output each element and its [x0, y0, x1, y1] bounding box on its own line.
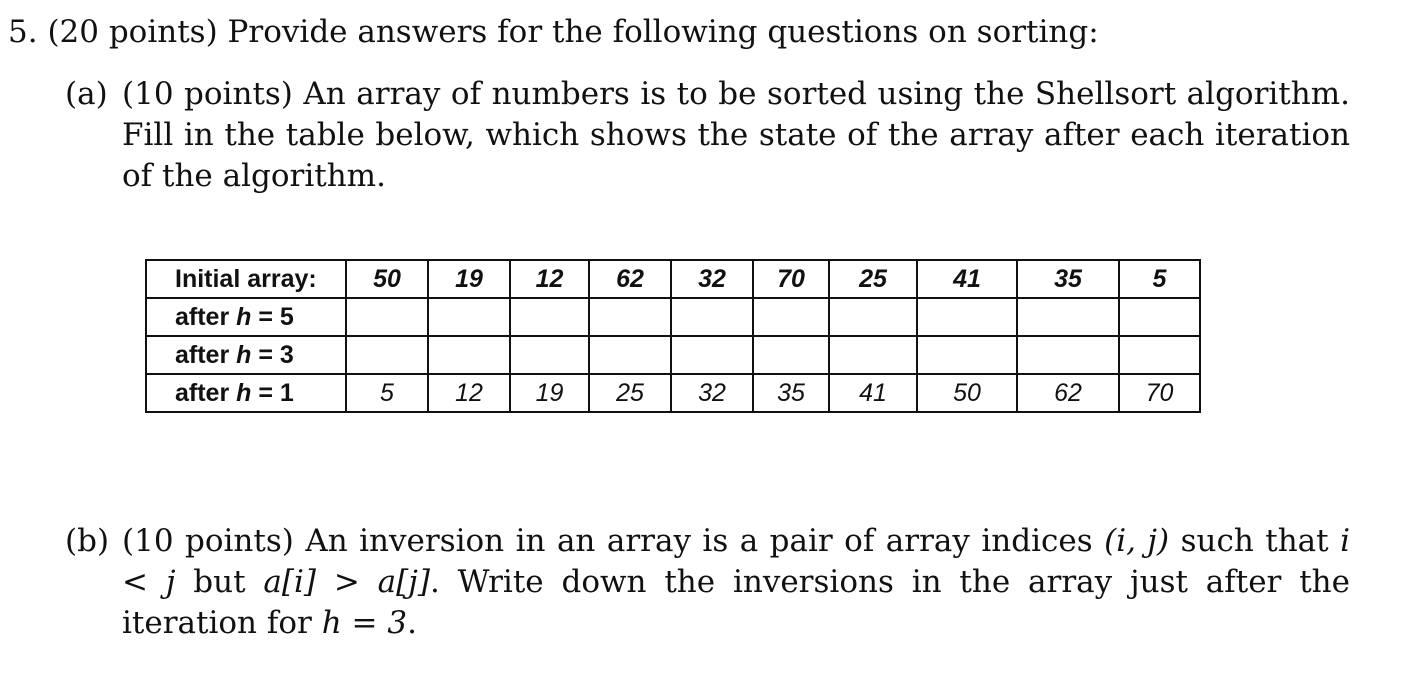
row-label-variable: h	[236, 302, 252, 331]
row-label-suffix: = 1	[251, 378, 294, 407]
array-cell: 12	[428, 374, 510, 412]
array-cell	[671, 298, 753, 336]
question-heading	[8, 14, 1099, 50]
row-label-prefix: after	[175, 302, 237, 331]
array-cell: 12	[510, 260, 589, 298]
array-cell	[1119, 298, 1200, 336]
part-b-text-5: .	[407, 605, 417, 641]
part-b-text-1: An inversion in an array is a pair of array indices	[305, 523, 1093, 559]
array-cell: 50	[917, 374, 1017, 412]
part-b-condition-2: a[i] > a[j]	[263, 564, 430, 600]
question-points: (20 points)	[47, 14, 218, 50]
array-cell: 35	[753, 374, 829, 412]
array-cell: 70	[1119, 374, 1200, 412]
array-cell	[346, 336, 428, 374]
part-b-text-3: but	[193, 564, 246, 600]
iteration-row	[146, 336, 1200, 374]
array-cell	[1017, 336, 1119, 374]
array-cell: 19	[510, 374, 589, 412]
array-cell	[428, 336, 510, 374]
array-cell: 41	[917, 260, 1017, 298]
part-a-body	[122, 74, 1350, 197]
array-cell: 25	[589, 374, 671, 412]
shellsort-table	[145, 259, 1201, 413]
question-prompt: Provide answers for the following questions on sorting:	[227, 14, 1099, 50]
row-label-suffix: = 5	[251, 302, 294, 331]
array-cell	[1119, 336, 1200, 374]
array-cell: 32	[671, 374, 753, 412]
part-b-marker: (b)	[65, 523, 110, 559]
array-cell	[346, 298, 428, 336]
array-cell	[753, 336, 829, 374]
array-cell: 50	[346, 260, 428, 298]
row-label	[146, 260, 346, 298]
array-cell	[917, 336, 1017, 374]
row-label	[146, 336, 346, 374]
part-b-text-4: . Write down the inversions in the array just after the iteration for	[122, 564, 1350, 641]
array-cell	[1017, 298, 1119, 336]
array-cell: 5	[1119, 260, 1200, 298]
row-label-variable: h	[236, 378, 252, 407]
question-number: 5.	[8, 14, 38, 50]
array-cell: 70	[753, 260, 829, 298]
array-cell	[829, 336, 917, 374]
part-b-condition-1: i < j	[122, 523, 1351, 600]
array-cell	[753, 298, 829, 336]
array-cell	[589, 298, 671, 336]
row-label-prefix: after	[175, 340, 237, 369]
array-cell	[510, 336, 589, 374]
array-cell	[510, 298, 589, 336]
iteration-row	[146, 374, 1200, 412]
array-cell: 35	[1017, 260, 1119, 298]
row-label-prefix: after	[175, 378, 237, 407]
row-label	[146, 374, 346, 412]
array-cell: 41	[829, 374, 917, 412]
array-cell: 62	[589, 260, 671, 298]
initial-row	[146, 260, 1200, 298]
part-a-points: (10 points)	[122, 76, 293, 112]
array-cell	[917, 298, 1017, 336]
part-a-text: An array of numbers is to be sorted using the Shellsort algorithm. Fill in the table below, which shows the state of the array after each iteration of the algorithm.	[122, 76, 1350, 194]
part-b-pair: (i, j)	[1104, 523, 1170, 559]
array-cell	[671, 336, 753, 374]
array-cell	[428, 298, 510, 336]
row-label-prefix: Initial array:	[175, 264, 317, 293]
array-cell: 19	[428, 260, 510, 298]
part-b-points: (10 points)	[122, 523, 294, 559]
part-a-marker: (a)	[65, 76, 108, 112]
array-cell: 25	[829, 260, 917, 298]
part-b-body	[122, 521, 1350, 644]
array-cell	[589, 336, 671, 374]
row-label-suffix: = 3	[251, 340, 294, 369]
row-label-variable: h	[236, 340, 252, 369]
array-cell	[829, 298, 917, 336]
iteration-row	[146, 298, 1200, 336]
array-cell: 62	[1017, 374, 1119, 412]
part-b-condition-3: h = 3	[321, 605, 408, 641]
part-b-text-2: such that	[1180, 523, 1329, 559]
array-cell: 5	[346, 374, 428, 412]
array-cell: 32	[671, 260, 753, 298]
row-label	[146, 298, 346, 336]
